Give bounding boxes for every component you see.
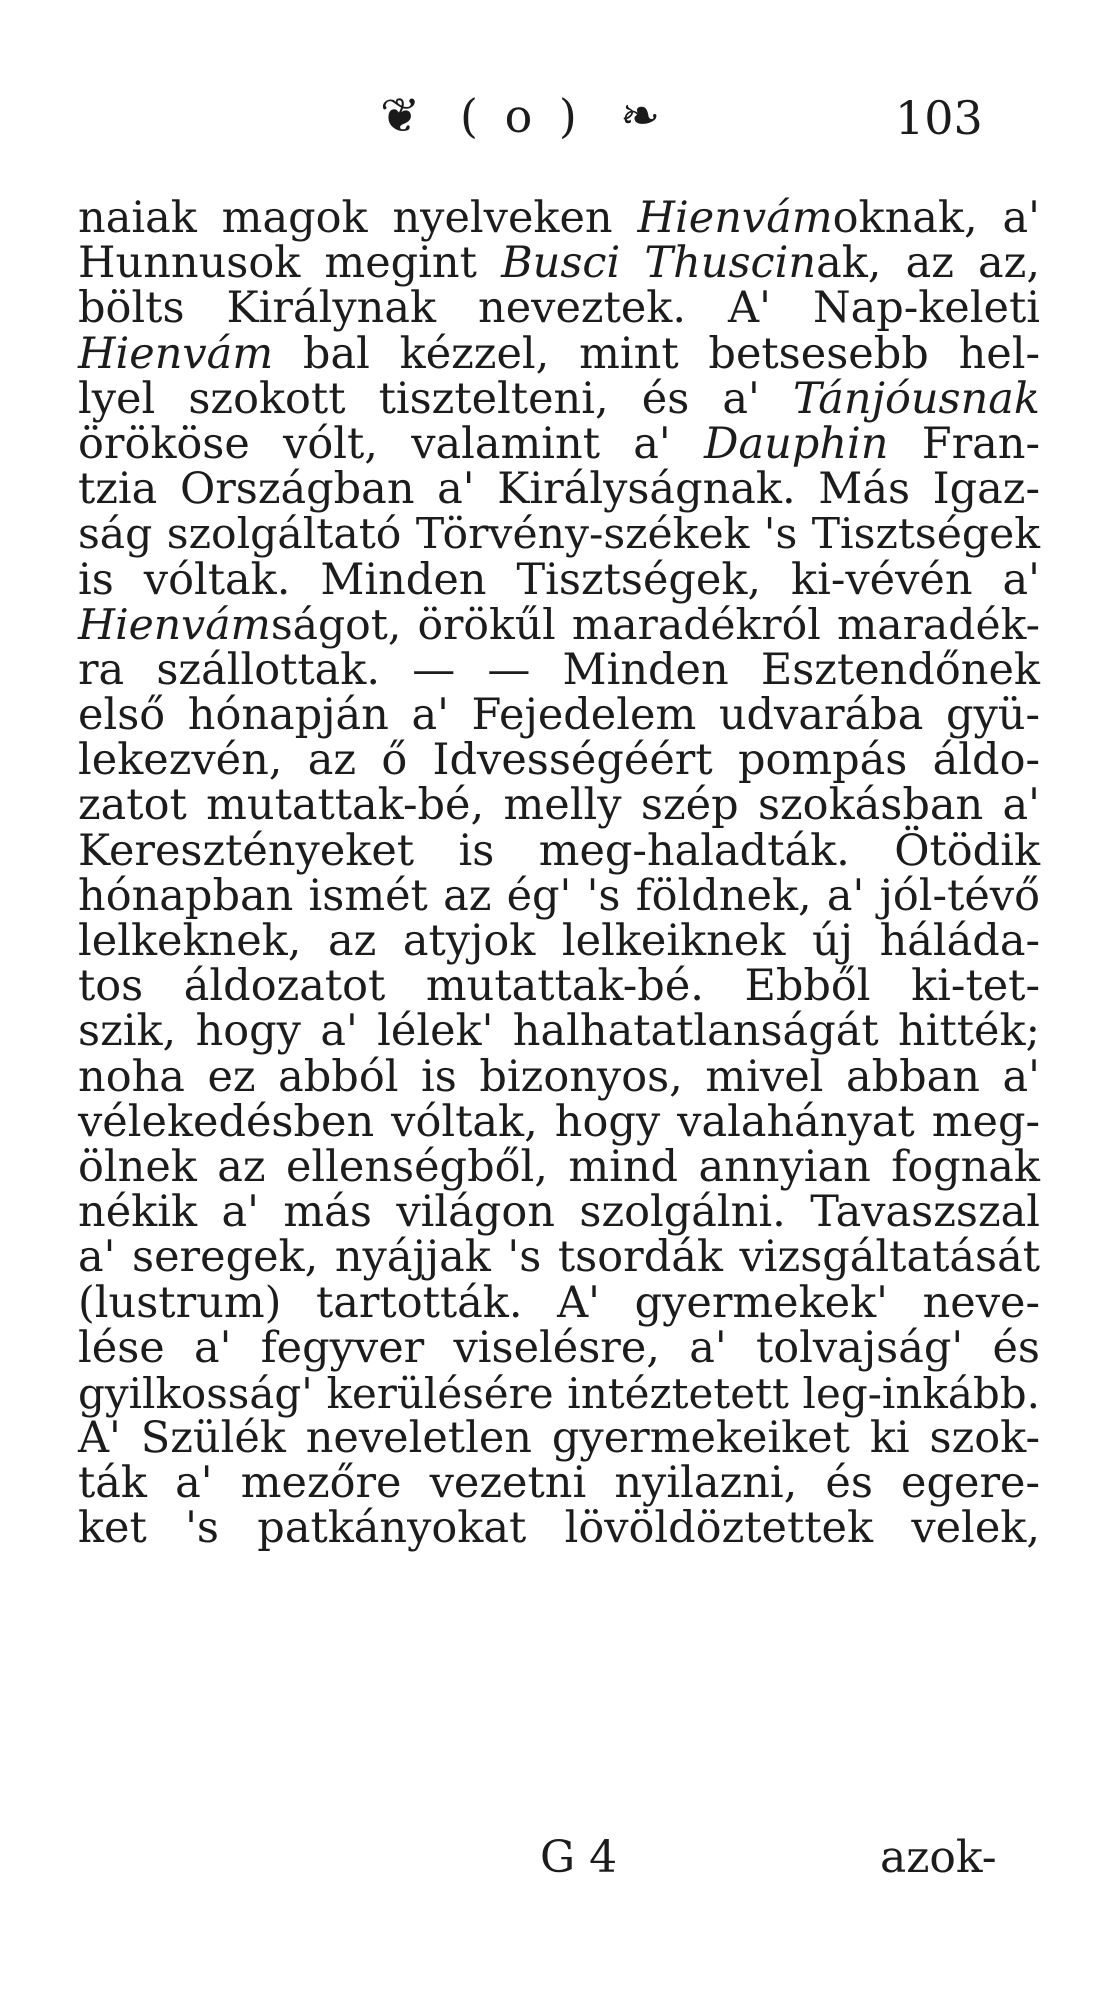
text-line — [78, 1051, 1040, 1102]
text-segment: lése a' fegyver viselésre, a' tolvajság' és — [78, 1322, 1040, 1373]
text-segment: bölts Királynak neveztek. A' Nap-keleti — [78, 283, 1040, 334]
text-line — [78, 1458, 1040, 1509]
page-number: 103 — [895, 91, 983, 145]
text-line — [78, 1413, 1040, 1464]
italic-text: Hienvám — [78, 600, 271, 650]
text-line — [78, 464, 1040, 515]
text-line — [78, 193, 1040, 243]
text-line — [78, 870, 1040, 921]
italic-text: Dauphin — [704, 418, 889, 469]
text-segment: ták a' mezőre vezetni nyilazni, és egere- — [78, 1458, 1040, 1509]
text-line — [78, 825, 1040, 876]
text-segment: szik, hogy a' lélek' halhatatlanságát hitték; — [78, 1006, 1040, 1057]
text-line — [78, 1006, 1040, 1057]
text-line — [78, 916, 1040, 966]
text-line — [78, 418, 1040, 469]
text-line — [78, 600, 1040, 650]
catchword: azok- — [880, 1832, 997, 1883]
text-line — [78, 373, 1040, 424]
text-segment: naiak magok nyelveken — [78, 193, 638, 243]
text-line — [78, 961, 1040, 1012]
text-line — [78, 644, 1040, 695]
text-segment: gyilkosság' kerülésére intéztetett leg-inkább. — [78, 1368, 1040, 1418]
italic-text: Busci Thuscin — [501, 238, 817, 289]
text-line — [78, 510, 1040, 560]
header-mark: ( o ) — [460, 89, 583, 143]
text-segment: tos áldozatot mutattak-bé. Ebből ki-tet- — [78, 961, 1040, 1012]
signature-mark: G 4 — [540, 1832, 618, 1883]
text-segment: zatot mutattak-bé, melly szép szokásban a' — [78, 780, 1040, 831]
text-segment: ak, az az, — [816, 238, 1040, 289]
text-segment: A' Szülék neveletlen gyermekeiket ki szok- — [78, 1413, 1040, 1464]
text-segment: bal kézzel, mint betsesebb hel- — [273, 328, 1040, 379]
text-segment: ra szállottak. — — Minden Esztendőnek — [78, 644, 1040, 695]
text-segment: Fran- — [888, 418, 1040, 469]
text-segment: lelkeknek, az atyjok lelkeiknek új háláda- — [78, 916, 1040, 966]
text-segment: ket 's patkányokat lövöldöztettek velek, — [78, 1503, 1040, 1554]
italic-text: Hienvám — [637, 193, 833, 243]
text-segment: Keresztényeket is meg-haladták. Ötödik — [78, 825, 1040, 876]
text-line — [78, 780, 1040, 831]
text-segment: (lustrum) tartották. A' gyermekek' neve- — [78, 1277, 1040, 1328]
text-segment: Hunnusok megint — [78, 238, 502, 289]
text-segment: noha ez abból is bizonyos, mivel abban a' — [78, 1051, 1040, 1102]
text-line — [78, 238, 1040, 289]
text-line — [78, 1322, 1040, 1373]
text-line — [78, 1503, 1040, 1554]
text-segment: ölnek az ellenségből, mind annyian fognak — [78, 1141, 1040, 1192]
body-text — [78, 193, 1040, 1554]
text-line — [78, 1096, 1040, 1147]
text-segment: a' seregek, nyájjak 's tsordák vizsgáltatását — [78, 1232, 1040, 1283]
text-segment: oknak, a' — [832, 193, 1040, 243]
italic-text: Hienvám — [78, 328, 274, 379]
text-segment: lekezvén, az ő Idvességéért pompás áldo- — [78, 735, 1040, 786]
text-segment: tzia Országban a' Királyságnak. Más Igaz- — [78, 464, 1040, 515]
text-line — [78, 1368, 1040, 1418]
text-line — [78, 554, 1040, 605]
text-segment: örököse vólt, valamint a' — [78, 418, 704, 469]
italic-text: Tánjóusnak — [792, 373, 1040, 424]
text-segment: nékik a' más világon szolgálni. Tavaszszal — [78, 1187, 1040, 1238]
text-segment: ság szolgáltató Törvény-székek 's Tisztségek — [78, 510, 1040, 560]
text-segment: lyel szokott tisztelteni, és a' — [78, 373, 793, 424]
page-footer — [0, 1830, 1105, 1890]
text-segment: is vóltak. Minden Tisztségek, ki-vévén a' — [78, 554, 1040, 605]
text-line — [78, 735, 1040, 786]
text-line — [78, 1187, 1040, 1238]
text-line — [78, 1277, 1040, 1328]
text-line — [78, 283, 1040, 334]
fleuron-icon: ❦ — [380, 88, 421, 144]
running-header — [380, 88, 1020, 148]
text-line — [78, 328, 1040, 379]
text-segment: ságot, örökűl maradékról maradék- — [270, 600, 1040, 650]
text-line — [78, 1141, 1040, 1192]
text-line — [78, 1232, 1040, 1283]
text-segment: vélekedésben vóltak, hogy valahányat meg- — [78, 1096, 1040, 1147]
text-line — [78, 690, 1040, 741]
fleuron-icon: ❧ — [620, 88, 661, 144]
text-segment: hónapban ismét az ég' 's földnek, a' jól-tévő — [78, 870, 1040, 921]
text-segment: első hónapján a' Fejedelem udvarába gyü- — [78, 690, 1040, 741]
